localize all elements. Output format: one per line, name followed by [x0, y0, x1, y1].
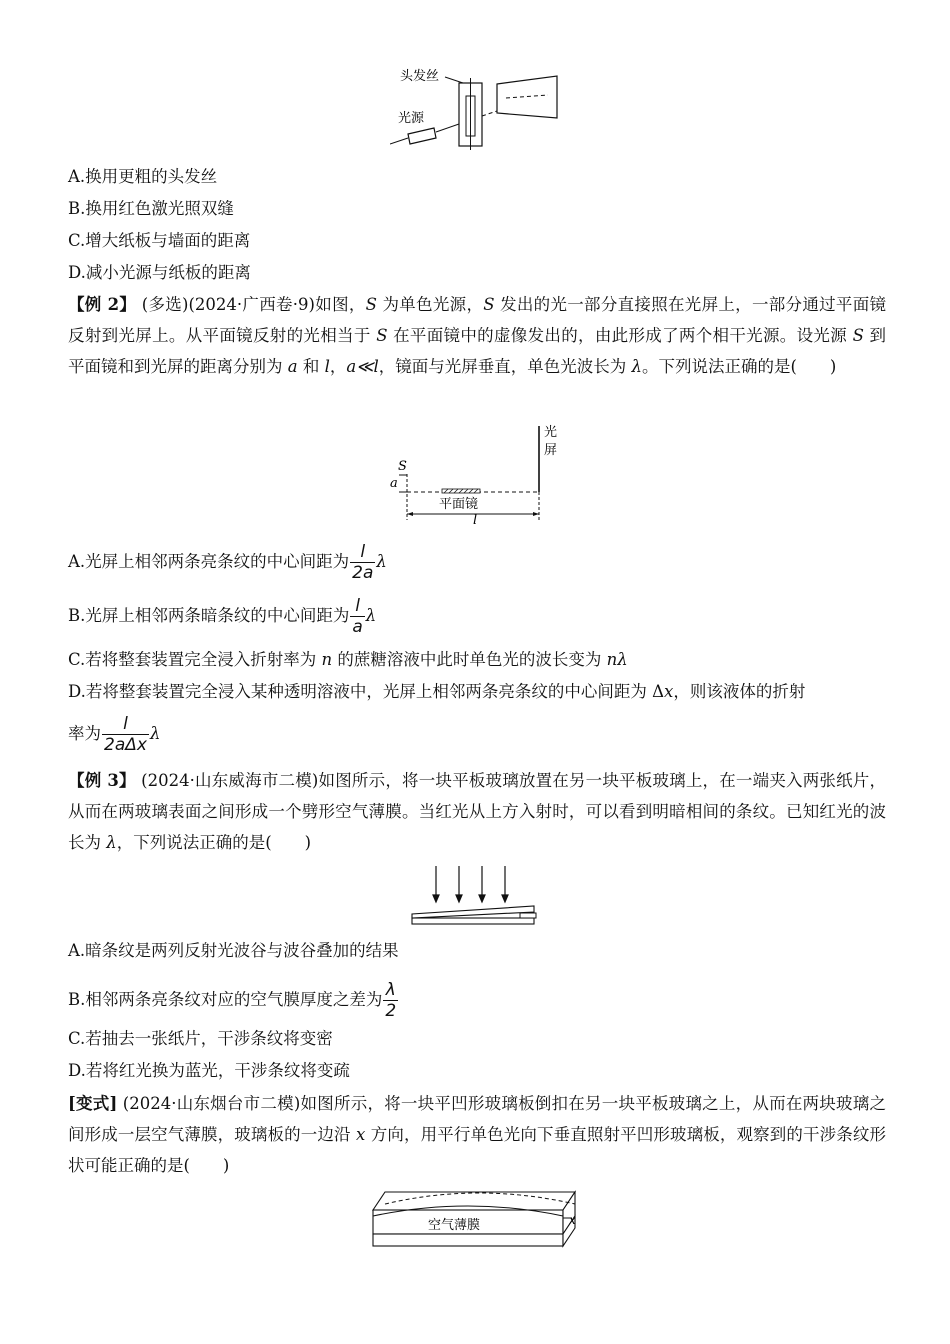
ex2-option-c: C.若将整套装置完全浸入折射率为 n 的蔗糖溶液中此时单色光的波长变为 nλ: [68, 650, 628, 669]
example3-stem: 【例 3】 (2024·山东威海市二模)如图所示，将一块平板玻璃放置在另一块平板玻璃上，在一端夹入两张纸片，从而在两玻璃表面之间形成一个劈形空气薄膜。当红光从上方入射时，可以看到明暗相间的条纹。已知红光的波长为 λ，下列说法正确的是( ): [68, 771, 887, 852]
fraction-lambda-over-2: $\frac{\lambda}{2}$: [385, 980, 397, 1021]
a-label: a: [390, 476, 398, 491]
hair-label: 头发丝: [400, 68, 440, 83]
variant-stem: [变式] (2024·山东烟台市二模)如图所示，将一块平凹形玻璃板倒扣在另一块平板玻璃之上，从而在两块玻璃之间形成一层空气薄膜，玻璃板的一边沿 x 方向，用平行单色光向下垂直照射平凹形玻璃板，观察到的干涉条纹形状可能正确的是( ): [68, 1094, 887, 1175]
ex2-option-b: B.光屏上相邻两条暗条纹的中心间距为 $\frac{l}{a}$ λ: [68, 596, 377, 637]
ex2-option-d-line2: 率为 $\frac{l}{\text{2aΔx}}$ λ: [68, 714, 161, 755]
fraction-l-over-a: $\frac{l}{a}$: [352, 596, 363, 637]
q1-option-b: B.换用红色激光照双缝: [68, 199, 234, 218]
variant-tag: [变式]: [68, 1094, 118, 1113]
ex3-option-b: B.相邻两条亮条纹对应的空气膜厚度之差为 $\frac{\lambda}{2}$: [68, 980, 397, 1021]
ex3-option-c: C.若抽去一张纸片，干涉条纹将变密: [68, 1029, 333, 1048]
x-axis-label: x: [569, 1213, 576, 1227]
air-film-label: 空气薄膜: [428, 1217, 481, 1232]
wedge-film-diagram: [408, 864, 543, 928]
example3-tag: 【例 3】: [68, 771, 136, 790]
lloyd-mirror-diagram: [382, 420, 572, 528]
fraction-l-over-2a: $\frac{l}{2a}$: [352, 542, 374, 583]
example2-tag: 【例 2】: [68, 295, 137, 314]
ex3-option-a: A.暗条纹是两列反射光波谷与波谷叠加的结果: [68, 941, 399, 960]
air-film-diagram: [368, 1186, 588, 1252]
hair-slit-diagram: [390, 66, 565, 152]
screen-label-1: 光: [544, 424, 558, 439]
source-label: 光源: [398, 110, 425, 125]
q1-option-c: C.增大纸板与墙面的距离: [68, 231, 251, 250]
mirror-label: 平面镜: [439, 496, 479, 511]
ex2-option-d-line1: D.若将整套装置完全浸入某种透明溶液中，光屏上相邻两条亮条纹的中心间距为 Δx，则该液体的折射: [68, 682, 806, 701]
example2-stem: 【例 2】 (多选)(2024·广西卷·9)如图，S 为单色光源，S 发出的光一部分直接照在光屏上，一部分通过平面镜反射到光屏上。从平面镜反射的光相当于 S 在平面镜中的虚像发出的，由此形成了两个相干光源。设光源 S 到平面镜和到光屏的距离分别为 a 和 l，a≪l，镜面与光屏垂直，单色光波长为 λ。下列说法正确的是( ): [68, 295, 886, 376]
l-label: l: [473, 513, 478, 528]
s-label: S: [398, 459, 407, 474]
ex3-option-d: D.若将红光换为蓝光，干涉条纹将变疏: [68, 1061, 350, 1080]
fraction-l-over-2a-dx: $\frac{l}{\text{2aΔx}}$: [104, 714, 147, 755]
q1-option-a: A.换用更粗的头发丝: [68, 167, 218, 186]
ex2-option-a: A.光屏上相邻两条亮条纹的中心间距为 $\frac{l}{2a}$ λ: [68, 542, 387, 583]
screen-label-2: 屏: [544, 442, 558, 457]
q1-option-d: D.减小光源与纸板的距离: [68, 263, 251, 282]
